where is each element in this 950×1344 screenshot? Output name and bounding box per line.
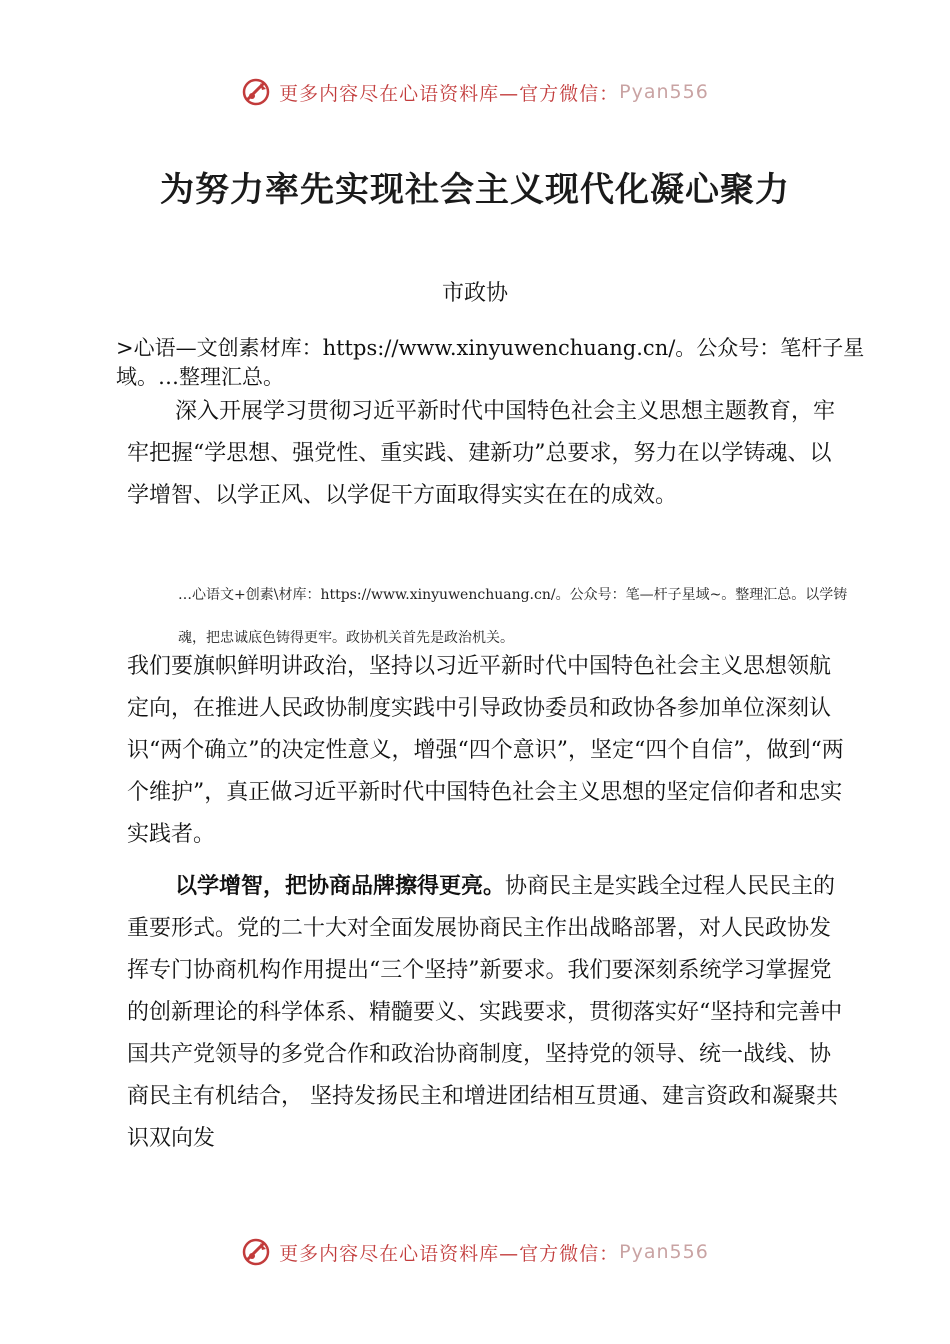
header-banner [0,72,950,112]
banner-wechat-id: Pyan556 [619,81,709,103]
brand-logo-icon [241,77,271,107]
banner-text: 更多内容尽在心语资料库—官方微信： [279,82,620,105]
source-note-1: >心语—文创素材库：https://www.xinyuwenchuang.cn/。公众号：笔杆子星域。…整理汇总。 [116,336,865,389]
document-author: 市政协 [441,281,508,306]
paragraph-3-body: 协商民主是实践全过程人民民主的重要形式。党的二十大对全面发展协商民主作出战略部署，对人民政协发挥专门协商机构作用提出“三个坚持”新要求。我们要深刻系统学习掌握党的创新理论的科学体系、精髓要义、实践要求，贯彻落实好“坚持和完善中国共产党领导的多党合作和政治协商制度，坚持党的领导、统一战线、协商民主有机结合， 坚持发扬民主和增进团结相互贯通、建言资政和凝聚共识双向发 [127,874,843,1151]
banner-text: 更多内容尽在心语资料库—官方微信： [279,1242,620,1265]
banner-wechat-id: Pyan556 [619,1241,709,1263]
footer-banner [0,1232,950,1272]
paragraph-3 [127,866,847,1160]
paragraph-1: 深入开展学习贯彻习近平新时代中国特色社会主义思想主题教育，牢牢把握“学思想、强党性、重实践、建新功”总要求，努力在以学铸魂、以学增智、以学正风、以学促干方面取得实实在在的成效。 [127,399,836,508]
brand-logo-icon [241,1237,271,1267]
source-note-2: …心语文+创素\材库：https://www.xinyuwenchuang.cn/。公众号：笔—杆子星域~。整理汇总。以学铸魂，把忠诚底色铸得更牢。政协机关首先是政治机关。 [178,587,848,646]
document-title: 为努力率先实现社会主义现代化凝心聚力 [160,170,790,210]
paragraph-2: 我们要旗帜鲜明讲政治，坚持以习近平新时代中国特色社会主义思想领航定向，在推进人民政协制度实践中引导政协委员和政协各参加单位深刻认识“两个确立”的决定性意义，增强“四个意识”，坚定“四个自信”，做到“两个维护”，真正做习近平新时代中国特色社会主义思想的坚定信仰者和忠实实践者。 [127,654,844,847]
paragraph-3-heading: 以学增智，把协商品牌擦得更亮。 [175,874,506,899]
